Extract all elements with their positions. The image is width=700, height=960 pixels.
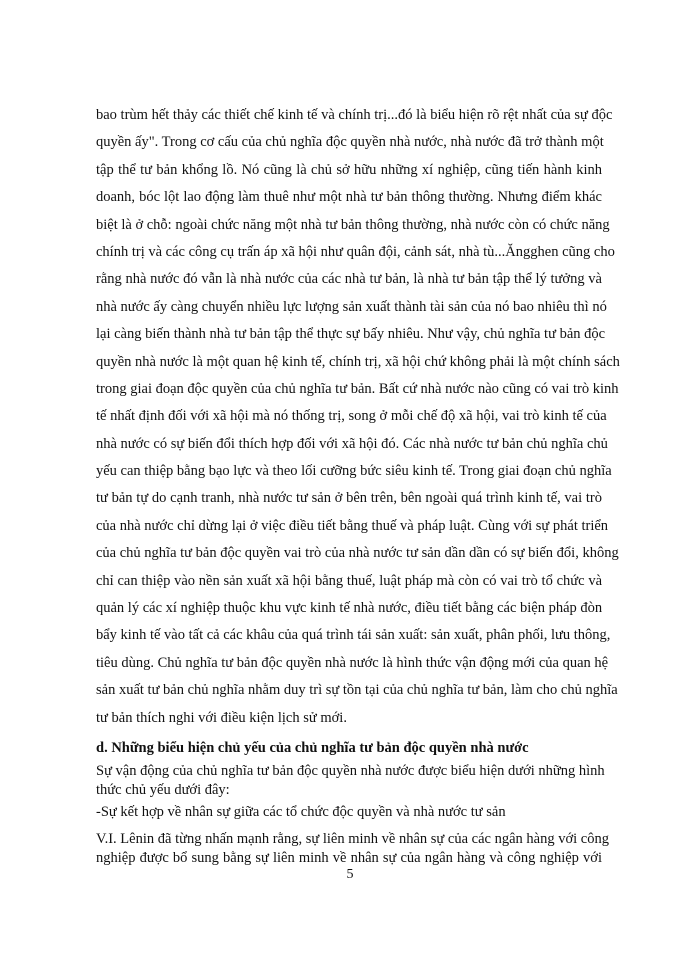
text-line: V.I. Lênin đã từng nhấn mạnh rằng, sự liên minh về nhân sự của các ngân hàng với công [96,831,609,847]
text-line: quyền ấy". Trong cơ cấu của chủ nghĩa độc quyền nhà nước, nhà nước đã trở thành một [96,134,604,151]
text-line: doanh, bóc lột lao động làm thuê như một nhà tư bản thông thường. Nhưng điểm khác [96,189,602,206]
text-line: Sự vận động của chủ nghĩa tư bản độc quyền nhà nước được biểu hiện dưới những hình [96,763,605,779]
text-line: rằng nhà nước đó vẫn là nhà nước của các nhà tư bản, là nhà tư bản tập thể lý tưởng và [96,271,602,288]
text-line: của chủ nghĩa tư bản độc quyền vai trò của nhà nước tư sản dần dần có sự biến đổi, không [96,545,619,562]
text-line: trong giai đoạn độc quyền của chủ nghĩa tư bản. Bất cứ nhà nước nào cũng có vai trò kinh [96,380,619,397]
text-line: nghiệp được bổ sung bằng sự liên minh về nhân sự của ngân hàng và công nghiệp với [96,850,602,866]
text-line: lại càng biến thành nhà tư bản tập thể thực sự bấy nhiêu. Như vậy, chủ nghĩa tư bản độc [96,326,606,343]
text-line: biệt là ở chỗ: ngoài chức năng một nhà tư bản thông thường, nhà nước còn có chức năng [96,216,610,233]
text-line: -Sự kết hợp về nhân sự giữa các tổ chức độc quyền và nhà nước tư sản [96,804,506,820]
text-line: quản lý các xí nghiệp thuộc khu vực kinh tế nhà nước, điều tiết bằng các biện pháp đòn [96,600,603,617]
intro-paragraph [96,762,605,800]
text-line: của nhà nước chỉ dừng lại ở việc điều tiết bằng thuế và pháp luật. Cùng với sự phát triển [96,517,609,534]
text-line: tế nhất định đối với xã hội mà nó thống trị, song ở mỗi chế độ xã hội, vai trò kinh tế của [96,408,607,425]
text-line: tư bản thích nghi với điều kiện lịch sử mới. [96,709,347,726]
text-line: bẩy kinh tế vào tất cả các khâu của quá trình tái sản xuất: sản xuất, phân phối, lưu thông, [96,627,611,644]
text-line: quyền nhà nước là một quan hệ kinh tế, chính trị, xã hội chứ không phải là một chính sách [96,353,620,370]
text-line: nhà nước ấy càng chuyển nhiều lực lượng sản xuất thành tài sản của nó bao nhiêu thì nó [96,298,607,315]
text-line: bao trùm hết thảy các thiết chế kinh tế và chính trị...đó là biểu hiện rõ rệt nhất của sự độc [96,107,613,123]
text-line: thức chủ yếu dưới đây: [96,782,230,798]
text-line: tập thể tư bản khổng lồ. Nó cũng là chủ sở hữu những xí nghiệp, cũng tiến hành kinh [96,161,602,178]
body-paragraph [96,102,620,732]
lenin-paragraph [96,830,609,868]
text-line: tư bản tự do cạnh tranh, nhà nước tư sản ở bên trên, bên ngoài quá trình kinh tế, vai trò [96,490,602,507]
text-line: tiêu dùng. Chủ nghĩa tư bản độc quyền nhà nước là hình thức vận động mới của quan hệ [96,654,609,671]
text-line: chính trị và các công cụ trấn áp xã hội như quân đội, cảnh sát, nhà tù...Ăngghen cũng cho [96,243,615,260]
text-line: chỉ can thiệp vào nền sản xuất xã hội bằng thuế, luật pháp mà còn có vai trò tổ chức và [96,572,602,589]
bullet-item [96,803,602,822]
page-number: 5 [346,867,354,882]
section-heading: d. Những biểu hiện chủ yếu của chủ nghĩa tư bản độc quyền nhà nước [96,740,529,756]
text-line: yếu can thiệp bằng bạo lực và theo lối cưỡng bức siêu kinh tế. Trong giai đoạn chủ nghĩa [96,463,612,480]
text-line: nhà nước có sự biến đổi thích hợp đối với xã hội đó. Các nhà nước tư bản chủ nghĩa chủ [96,435,608,452]
text-line: sản xuất tư bản chủ nghĩa nhằm duy trì sự tồn tại của chủ nghĩa tư bản, làm cho chủ nghĩa [96,682,618,699]
